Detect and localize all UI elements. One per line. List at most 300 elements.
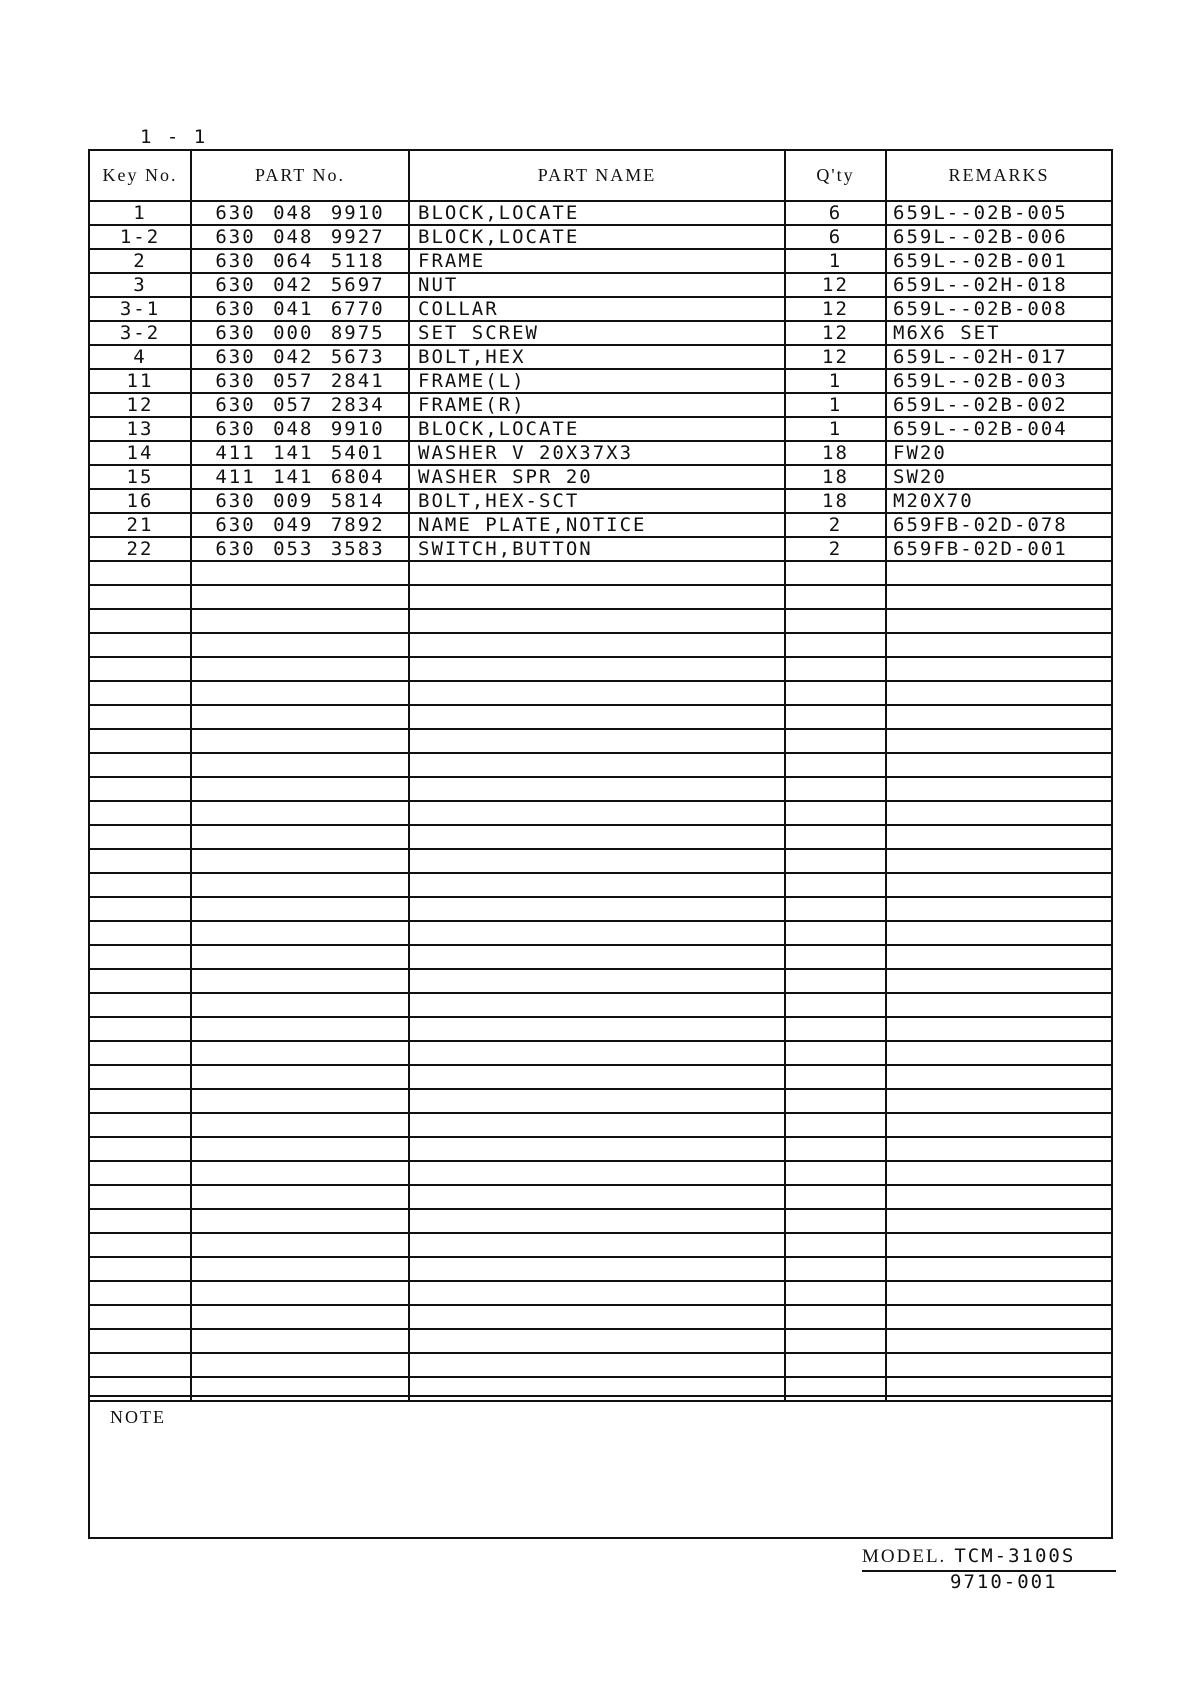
cell-remarks <box>886 801 1111 825</box>
cell-part-no <box>191 753 409 777</box>
cell-qty <box>785 681 886 705</box>
cell-part-no <box>191 609 409 633</box>
parts-table <box>90 151 1111 1402</box>
cell-part-no <box>191 825 409 849</box>
cell-part-name <box>409 1017 785 1041</box>
cell-remarks <box>886 921 1111 945</box>
document-number: 9710-001 <box>950 1571 1058 1593</box>
cell-part-name <box>409 1065 785 1089</box>
empty-table-row <box>90 1089 1111 1113</box>
cell-part-no <box>191 1113 409 1137</box>
cell-qty: 1 <box>785 249 886 273</box>
cell-part-no <box>191 657 409 681</box>
cell-qty <box>785 1017 886 1041</box>
cell-key-no <box>90 1065 191 1089</box>
cell-part-no: 630 048 9910 <box>191 417 409 441</box>
cell-qty <box>785 1089 886 1113</box>
cell-key-no: 1 <box>90 201 191 225</box>
table-header-row <box>90 151 1111 201</box>
empty-table-row <box>90 657 1111 681</box>
cell-remarks <box>886 1257 1111 1281</box>
cell-remarks <box>886 849 1111 873</box>
cell-part-name <box>409 1113 785 1137</box>
model-value: TCM-3100S <box>954 1545 1076 1567</box>
cell-part-no <box>191 945 409 969</box>
cell-remarks: 659L--02B-002 <box>886 393 1111 417</box>
cell-part-no <box>191 969 409 993</box>
cell-part-name <box>409 825 785 849</box>
cell-key-no <box>90 945 191 969</box>
cell-part-name <box>409 1161 785 1185</box>
cell-part-name: NAME PLATE,NOTICE <box>409 513 785 537</box>
empty-table-row <box>90 1065 1111 1089</box>
cell-key-no: 16 <box>90 489 191 513</box>
empty-table-row <box>90 705 1111 729</box>
cell-part-name: BLOCK,LOCATE <box>409 225 785 249</box>
empty-table-row <box>90 1233 1111 1257</box>
cell-part-name: BOLT,HEX-SCT <box>409 489 785 513</box>
cell-part-name <box>409 993 785 1017</box>
cell-key-no <box>90 873 191 897</box>
cell-qty <box>785 921 886 945</box>
cell-key-no <box>90 777 191 801</box>
cell-key-no <box>90 753 191 777</box>
empty-table-row <box>90 897 1111 921</box>
cell-qty: 12 <box>785 321 886 345</box>
cell-remarks <box>886 1305 1111 1329</box>
cell-part-no <box>191 873 409 897</box>
cell-remarks <box>886 1137 1111 1161</box>
cell-qty <box>785 705 886 729</box>
cell-remarks <box>886 729 1111 753</box>
cell-qty <box>785 1281 886 1305</box>
cell-qty: 12 <box>785 345 886 369</box>
cell-remarks: 659L--02B-004 <box>886 417 1111 441</box>
parts-table-body <box>90 201 1111 1401</box>
cell-part-no: 630 009 5814 <box>191 489 409 513</box>
cell-part-name: BLOCK,LOCATE <box>409 201 785 225</box>
note-label: NOTE <box>110 1407 166 1427</box>
cell-part-no <box>191 585 409 609</box>
cell-part-no <box>191 729 409 753</box>
cell-part-no: 630 057 2841 <box>191 369 409 393</box>
cell-part-name <box>409 1353 785 1377</box>
model-line <box>862 1545 1116 1572</box>
cell-part-no: 630 041 6770 <box>191 297 409 321</box>
cell-qty <box>785 1305 886 1329</box>
cell-remarks <box>886 585 1111 609</box>
table-row <box>90 441 1111 465</box>
cell-part-no: 630 057 2834 <box>191 393 409 417</box>
cell-qty <box>785 753 886 777</box>
cell-qty: 18 <box>785 489 886 513</box>
cell-part-name <box>409 1137 785 1161</box>
cell-qty <box>785 1161 886 1185</box>
cell-part-name <box>409 873 785 897</box>
header-remarks: REMARKS <box>886 151 1111 201</box>
empty-table-row <box>90 1017 1111 1041</box>
cell-part-no: 630 064 5118 <box>191 249 409 273</box>
empty-table-row <box>90 1185 1111 1209</box>
cell-qty <box>785 849 886 873</box>
cell-part-name <box>409 1185 785 1209</box>
cell-part-no <box>191 993 409 1017</box>
empty-table-row <box>90 1281 1111 1305</box>
cell-part-name: SWITCH,BUTTON <box>409 537 785 561</box>
cell-remarks <box>886 873 1111 897</box>
cell-remarks: M20X70 <box>886 489 1111 513</box>
cell-part-no: 630 042 5697 <box>191 273 409 297</box>
cell-part-no <box>191 1305 409 1329</box>
cell-part-no: 411 141 5401 <box>191 441 409 465</box>
cell-qty <box>785 825 886 849</box>
table-row <box>90 201 1111 225</box>
header-key-no: Key No. <box>90 151 191 201</box>
cell-remarks: 659FB-02D-001 <box>886 537 1111 561</box>
cell-remarks <box>886 633 1111 657</box>
table-row <box>90 537 1111 561</box>
empty-table-row <box>90 873 1111 897</box>
empty-table-row <box>90 777 1111 801</box>
cell-part-name <box>409 897 785 921</box>
cell-part-name: WASHER V 20X37X3 <box>409 441 785 465</box>
cell-part-no: 630 042 5673 <box>191 345 409 369</box>
cell-part-name: FRAME(L) <box>409 369 785 393</box>
cell-part-name <box>409 801 785 825</box>
cell-part-name: BOLT,HEX <box>409 345 785 369</box>
cell-qty: 18 <box>785 465 886 489</box>
cell-key-no: 1-2 <box>90 225 191 249</box>
cell-remarks <box>886 1089 1111 1113</box>
empty-table-row <box>90 1329 1111 1353</box>
empty-table-row <box>90 969 1111 993</box>
cell-qty <box>785 1329 886 1353</box>
cell-key-no <box>90 609 191 633</box>
cell-part-name: WASHER SPR 20 <box>409 465 785 489</box>
cell-part-name <box>409 1233 785 1257</box>
cell-qty <box>785 729 886 753</box>
cell-part-name <box>409 1257 785 1281</box>
cell-part-no <box>191 1233 409 1257</box>
empty-table-row <box>90 1113 1111 1137</box>
cell-qty: 6 <box>785 225 886 249</box>
cell-qty <box>785 1233 886 1257</box>
parts-list-sheet <box>88 149 1113 1539</box>
cell-qty <box>785 873 886 897</box>
cell-key-no <box>90 993 191 1017</box>
cell-key-no <box>90 1305 191 1329</box>
cell-part-no: 630 053 3583 <box>191 537 409 561</box>
cell-part-name: NUT <box>409 273 785 297</box>
cell-remarks <box>886 1113 1111 1137</box>
empty-table-row <box>90 1161 1111 1185</box>
cell-key-no: 3-2 <box>90 321 191 345</box>
empty-table-row <box>90 993 1111 1017</box>
cell-part-no <box>191 1161 409 1185</box>
cell-key-no: 13 <box>90 417 191 441</box>
cell-part-name <box>409 1209 785 1233</box>
cell-part-no <box>191 849 409 873</box>
cell-part-no: 411 141 6804 <box>191 465 409 489</box>
cell-qty: 6 <box>785 201 886 225</box>
cell-key-no <box>90 921 191 945</box>
cell-key-no <box>90 657 191 681</box>
cell-remarks <box>886 969 1111 993</box>
cell-key-no <box>90 729 191 753</box>
cell-remarks <box>886 1209 1111 1233</box>
header-part-no: PART No. <box>191 151 409 201</box>
cell-part-no <box>191 1017 409 1041</box>
cell-qty: 1 <box>785 369 886 393</box>
table-row <box>90 513 1111 537</box>
cell-part-name <box>409 1329 785 1353</box>
cell-remarks <box>886 1041 1111 1065</box>
cell-key-no <box>90 969 191 993</box>
empty-table-row <box>90 633 1111 657</box>
cell-part-no <box>191 1185 409 1209</box>
cell-part-name <box>409 1041 785 1065</box>
cell-remarks <box>886 681 1111 705</box>
cell-remarks <box>886 1185 1111 1209</box>
cell-part-no <box>191 921 409 945</box>
cell-key-no <box>90 897 191 921</box>
cell-remarks: 659FB-02D-078 <box>886 513 1111 537</box>
cell-key-no <box>90 1161 191 1185</box>
table-row <box>90 489 1111 513</box>
cell-part-name <box>409 753 785 777</box>
cell-part-name <box>409 777 785 801</box>
cell-key-no <box>90 681 191 705</box>
cell-part-no <box>191 705 409 729</box>
empty-table-row <box>90 801 1111 825</box>
cell-part-name: SET SCREW <box>409 321 785 345</box>
cell-key-no <box>90 1185 191 1209</box>
cell-remarks <box>886 1281 1111 1305</box>
page-number: 1 - 1 <box>140 126 208 148</box>
empty-table-row <box>90 561 1111 585</box>
cell-key-no: 14 <box>90 441 191 465</box>
cell-remarks <box>886 609 1111 633</box>
cell-part-name <box>409 969 785 993</box>
cell-qty <box>785 1137 886 1161</box>
cell-part-name <box>409 633 785 657</box>
table-row <box>90 225 1111 249</box>
cell-qty <box>785 801 886 825</box>
cell-qty: 1 <box>785 393 886 417</box>
cell-qty <box>785 657 886 681</box>
cell-key-no: 4 <box>90 345 191 369</box>
cell-key-no <box>90 1281 191 1305</box>
cell-key-no <box>90 585 191 609</box>
cell-part-name <box>409 657 785 681</box>
cell-key-no <box>90 1017 191 1041</box>
empty-table-row <box>90 1209 1111 1233</box>
cell-part-no <box>191 1329 409 1353</box>
cell-remarks <box>886 825 1111 849</box>
cell-remarks <box>886 561 1111 585</box>
cell-part-no <box>191 1041 409 1065</box>
cell-remarks <box>886 945 1111 969</box>
table-row <box>90 417 1111 441</box>
cell-key-no <box>90 1329 191 1353</box>
cell-qty <box>785 1185 886 1209</box>
table-row <box>90 465 1111 489</box>
table-row <box>90 273 1111 297</box>
cell-qty <box>785 633 886 657</box>
empty-table-row <box>90 1353 1111 1377</box>
cell-key-no <box>90 1113 191 1137</box>
cell-remarks <box>886 993 1111 1017</box>
cell-remarks: 659L--02B-006 <box>886 225 1111 249</box>
cell-qty <box>785 1065 886 1089</box>
cell-key-no: 12 <box>90 393 191 417</box>
cell-key-no <box>90 1041 191 1065</box>
cell-remarks <box>886 1065 1111 1089</box>
cell-part-name <box>409 705 785 729</box>
cell-qty: 1 <box>785 417 886 441</box>
empty-table-row <box>90 681 1111 705</box>
cell-qty: 12 <box>785 297 886 321</box>
cell-remarks: 659L--02B-005 <box>886 201 1111 225</box>
model-label: MODEL. <box>862 1546 947 1567</box>
cell-key-no <box>90 1257 191 1281</box>
cell-key-no: 22 <box>90 537 191 561</box>
cell-qty <box>785 945 886 969</box>
cell-part-no: 630 049 7892 <box>191 513 409 537</box>
cell-part-name <box>409 849 785 873</box>
cell-part-name: COLLAR <box>409 297 785 321</box>
cell-qty <box>785 585 886 609</box>
cell-key-no <box>90 1137 191 1161</box>
cell-key-no <box>90 1209 191 1233</box>
cell-remarks: SW20 <box>886 465 1111 489</box>
table-row <box>90 369 1111 393</box>
table-row <box>90 393 1111 417</box>
cell-part-name <box>409 1089 785 1113</box>
cell-part-name <box>409 561 785 585</box>
cell-remarks <box>886 1329 1111 1353</box>
cell-part-name: BLOCK,LOCATE <box>409 417 785 441</box>
cell-part-no <box>191 1281 409 1305</box>
cell-qty <box>785 993 886 1017</box>
cell-qty <box>785 777 886 801</box>
cell-part-no <box>191 1089 409 1113</box>
cell-part-name <box>409 585 785 609</box>
cell-key-no: 2 <box>90 249 191 273</box>
cell-key-no <box>90 825 191 849</box>
cell-remarks <box>886 897 1111 921</box>
cell-key-no: 11 <box>90 369 191 393</box>
table-row <box>90 345 1111 369</box>
empty-table-row <box>90 1257 1111 1281</box>
empty-table-row <box>90 753 1111 777</box>
cell-remarks: 659L--02B-008 <box>886 297 1111 321</box>
cell-part-name <box>409 945 785 969</box>
cell-key-no <box>90 633 191 657</box>
empty-table-row <box>90 585 1111 609</box>
empty-table-row <box>90 1041 1111 1065</box>
cell-part-no: 630 048 9927 <box>191 225 409 249</box>
cell-part-no <box>191 1065 409 1089</box>
cell-qty <box>785 561 886 585</box>
cell-part-name <box>409 1305 785 1329</box>
header-part-name: PART NAME <box>409 151 785 201</box>
note-section <box>90 1395 1111 1537</box>
cell-remarks <box>886 777 1111 801</box>
cell-qty: 12 <box>785 273 886 297</box>
cell-remarks: 659L--02H-017 <box>886 345 1111 369</box>
cell-qty <box>785 969 886 993</box>
cell-qty <box>785 609 886 633</box>
cell-key-no: 21 <box>90 513 191 537</box>
cell-remarks <box>886 705 1111 729</box>
cell-qty: 18 <box>785 441 886 465</box>
cell-part-no <box>191 897 409 921</box>
cell-key-no: 3 <box>90 273 191 297</box>
cell-part-no <box>191 1137 409 1161</box>
table-row <box>90 321 1111 345</box>
cell-part-no <box>191 801 409 825</box>
cell-key-no <box>90 705 191 729</box>
cell-part-no <box>191 1209 409 1233</box>
table-row <box>90 249 1111 273</box>
cell-remarks <box>886 1161 1111 1185</box>
cell-part-name <box>409 729 785 753</box>
cell-remarks: M6X6 SET <box>886 321 1111 345</box>
cell-key-no: 3-1 <box>90 297 191 321</box>
cell-remarks <box>886 753 1111 777</box>
cell-part-name <box>409 609 785 633</box>
cell-key-no <box>90 849 191 873</box>
cell-qty: 2 <box>785 513 886 537</box>
cell-qty: 2 <box>785 537 886 561</box>
cell-qty <box>785 1113 886 1137</box>
cell-remarks: FW20 <box>886 441 1111 465</box>
cell-qty <box>785 897 886 921</box>
cell-remarks <box>886 1353 1111 1377</box>
cell-remarks <box>886 1017 1111 1041</box>
empty-table-row <box>90 1137 1111 1161</box>
cell-part-name: FRAME(R) <box>409 393 785 417</box>
cell-key-no <box>90 1089 191 1113</box>
cell-qty <box>785 1041 886 1065</box>
cell-part-no <box>191 681 409 705</box>
cell-key-no <box>90 561 191 585</box>
header-qty: Q'ty <box>785 151 886 201</box>
cell-qty <box>785 1353 886 1377</box>
cell-qty <box>785 1257 886 1281</box>
table-row <box>90 297 1111 321</box>
cell-part-name <box>409 1281 785 1305</box>
cell-remarks: 659L--02H-018 <box>886 273 1111 297</box>
cell-part-no <box>191 1257 409 1281</box>
cell-part-name: FRAME <box>409 249 785 273</box>
cell-key-no <box>90 1353 191 1377</box>
cell-part-no: 630 048 9910 <box>191 201 409 225</box>
empty-table-row <box>90 945 1111 969</box>
empty-table-row <box>90 609 1111 633</box>
cell-key-no: 15 <box>90 465 191 489</box>
cell-key-no <box>90 1233 191 1257</box>
cell-part-name <box>409 921 785 945</box>
cell-part-no <box>191 1353 409 1377</box>
empty-table-row <box>90 921 1111 945</box>
cell-remarks: 659L--02B-003 <box>886 369 1111 393</box>
cell-part-name <box>409 681 785 705</box>
cell-remarks <box>886 657 1111 681</box>
empty-table-row <box>90 1305 1111 1329</box>
cell-part-no <box>191 633 409 657</box>
